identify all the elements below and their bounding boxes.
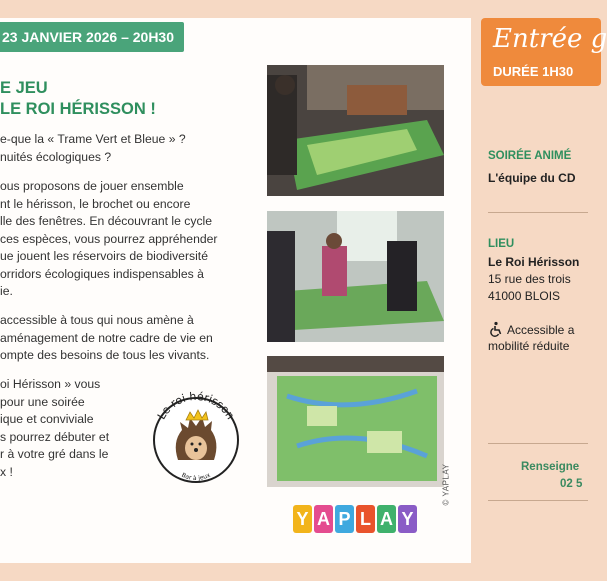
game-photo-1	[267, 65, 444, 196]
text-line: oi Hérisson » vous	[0, 377, 101, 391]
text-line: r à votre gré dans le	[0, 447, 109, 461]
text-line: nt le hérisson, le brochet ou encore	[0, 196, 191, 211]
text-line: ous proposons de jouer ensemble	[0, 179, 184, 193]
text-line: ompte des besoins de tous les vivants.	[0, 348, 210, 362]
text-line: e-que la « Trame Vert et Bleue » ?	[0, 132, 186, 146]
description-paragraph	[0, 178, 245, 301]
duration: DURÉE 1H30	[493, 64, 574, 79]
access-line-1: Accessible a	[507, 323, 575, 337]
access-line-2: mobilité réduite	[488, 339, 570, 353]
text-line: accessible à tous qui nous amène à	[0, 313, 194, 327]
soiree-text: L'équipe du CD	[488, 171, 576, 185]
wheelchair-icon	[488, 321, 504, 337]
text-line: orridors écologiques indispensables à	[0, 266, 204, 281]
roi-herisson-logo	[150, 376, 242, 486]
text-line: ie.	[0, 284, 13, 298]
text-line: ue jouent les réservoirs de biodiversité	[0, 249, 208, 263]
photo-credit	[441, 458, 461, 518]
divider	[488, 500, 588, 501]
text-line: lle des fenêtres. En découvrant le cycle	[0, 214, 213, 228]
text-line: nuités écologiques ?	[0, 149, 112, 164]
renseigne-line: Renseigne	[521, 461, 580, 473]
logo-text: Le roi hérisson	[154, 389, 238, 422]
game-photo-3	[267, 356, 444, 487]
entree-title: Entrée g	[493, 24, 607, 54]
text-line: s pourrez débuter et	[0, 429, 110, 444]
title-line: LE ROI HÉRISSON !	[0, 100, 156, 118]
venue-street: 15 rue des trois	[488, 272, 571, 286]
divider	[488, 443, 588, 444]
text-line: pour une soirée	[0, 394, 85, 409]
date-banner: 23 JANVIER 2026 – 20H30	[0, 22, 184, 52]
entree-banner	[481, 18, 607, 86]
venue-name: Le Roi Hérisson	[488, 255, 580, 269]
accessibility-paragraph	[0, 312, 245, 365]
logo-subtext: Bar à jeux	[180, 471, 212, 483]
yaplay-letter: A	[314, 505, 333, 533]
venue-paragraph	[0, 376, 133, 481]
yaplay-letter: P	[335, 505, 354, 533]
text-line: ces espèces, vous pourrez appréhender	[0, 231, 218, 246]
yaplay-logo	[293, 505, 419, 535]
divider	[488, 212, 588, 213]
yaplay-letter: L	[356, 505, 375, 533]
flyer-card	[0, 18, 471, 563]
title-line: E JEU	[0, 79, 48, 97]
lieu-label: LIEU	[488, 238, 515, 250]
yaplay-letter: A	[377, 505, 396, 533]
text-line: aménagement de notre cadre de vie en	[0, 330, 213, 345]
renseignements	[521, 459, 582, 493]
venue-city: 41000 BLOIS	[488, 289, 561, 303]
text-line: x !	[0, 464, 13, 479]
intro-questions	[0, 131, 245, 166]
photo-credit-text: © YAPLAY	[441, 463, 451, 506]
game-photo-2	[267, 211, 444, 342]
text-line: ique et conviviale	[0, 412, 94, 426]
yaplay-letter: Y	[293, 505, 312, 533]
soiree-label: SOIRÉE ANIMÉ	[488, 150, 572, 162]
renseigne-phone: 02 5	[560, 478, 583, 490]
event-title	[0, 78, 156, 120]
yaplay-letter: Y	[398, 505, 417, 533]
